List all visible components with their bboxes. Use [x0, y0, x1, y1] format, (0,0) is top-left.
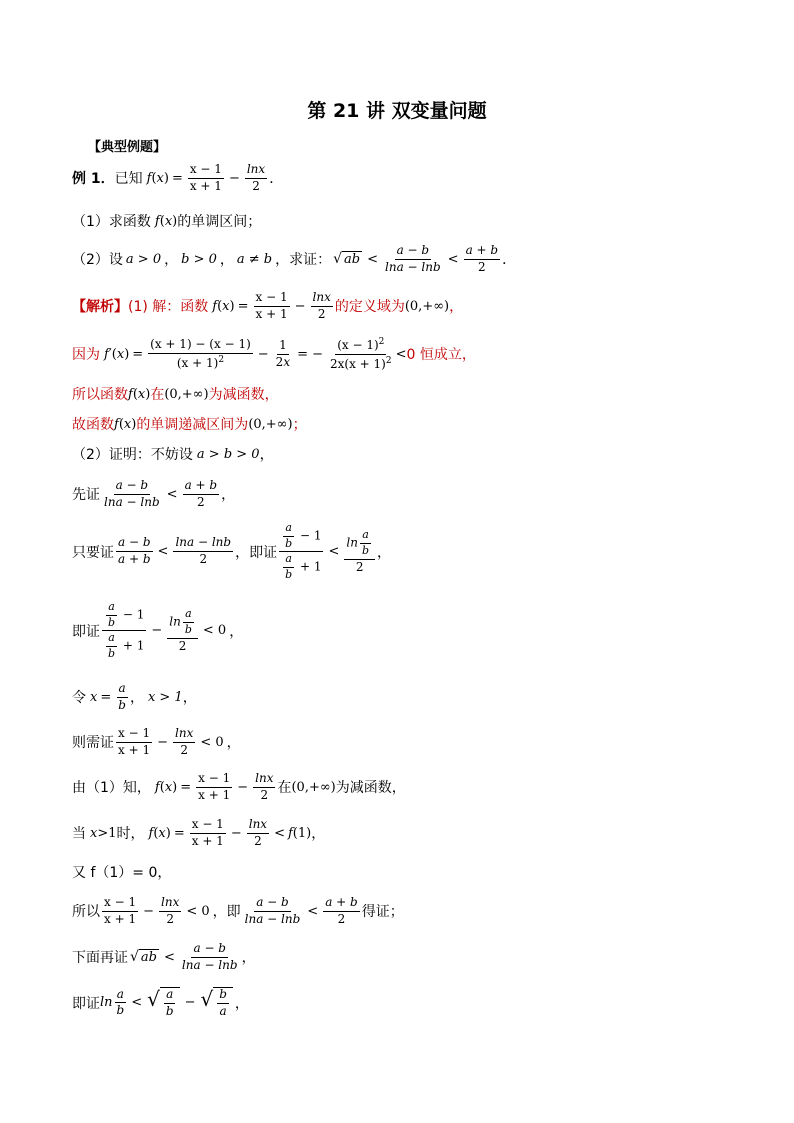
solution-line-11: 由（1）知， f ( x ) = $\frac{x - 1}{x + 1}$ − $\frac{\ln x}{2}$ 在 (0,+∞) 为减函数， [72, 771, 406, 802]
solution-line-15: 下面再证 √ ab < $\frac{a - b}{\ln a - \ln b}$ ， [72, 941, 256, 972]
solution-line-2: 因为 f ′( x ) = $\frac{(x + 1) - (x - 1)}{(x + 1)^2}$ − $\frac{1}{2x}$ = − $\frac{(x - 1)^2}{2x(x + 1)^2}$ < 0 恒成立， [72, 337, 476, 371]
solution-line-8: 即证 $\frac{a}{b}$ − 1 $\frac{a}{b}$ + 1 − ln $\frac{a}{b}$ 2 < 0 ， [72, 600, 244, 660]
solution-line-9: 令 x = $\frac{a}{b}$ ， x > 1 ， [72, 681, 197, 712]
question-2: （2）设 a > 0 ， b > 0 ， a ≠ b ，求证： √ ab < $\frac{a - b}{\ln a - \ln b}$ < $\frac{a + b}{2}$ ． [72, 243, 517, 274]
solution-line-1: 【解析】 (1) 解：函数 f ( x ) = $\frac{x - 1}{x + 1}$ − $\frac{\ln x}{2}$ 的定义域为 (0,+∞) ， [72, 290, 464, 321]
solution-line-13: 又 f（1）= 0， [72, 865, 172, 881]
section-heading: 【典型例题】 [88, 140, 167, 155]
solution-line-6: 先证 $\frac{a - b}{\ln a - \ln b}$ < $\frac{a + b}{2}$ ， [72, 478, 236, 509]
solution-line-12: 当 x >1 时， f ( x ) = $\frac{x - 1}{x + 1}$ − $\frac{\ln x}{2}$ < f (1) ， [72, 817, 326, 848]
example-statement: 例 1． 已知 f ( x ) = $\frac{x - 1}{x + 1}$ − $\frac{\ln x}{2}$ ． [72, 162, 284, 193]
solution-line-4: 故函数 f ( x ) 的单调递减区间为 (0,+∞) ； [72, 416, 307, 433]
example-label: 例 1． [72, 171, 115, 188]
page-title: 第 21 讲 双变量问题 [307, 100, 487, 122]
solution-line-7: 只要证 $\frac{a - b}{a + b}$ < $\frac{\ln a - \ln b}{2}$ ，即证 $\frac{a}{b}$ − 1 $\frac{a}{b}$ + 1 < ln $\frac{a}{b}$ 2 ， [72, 521, 391, 581]
solution-line-16: 即证 ln $\frac{a}{b}$ < √ $\frac{a}{b}$ − √ $\frac{b}{a}$ ， [72, 986, 249, 1018]
solution-line-3: 所以函数 f ( x ) 在 (0,+∞) 为减函数， [72, 386, 279, 403]
solution-line-10: 则需证 $\frac{x - 1}{x + 1}$ − $\frac{\ln x}{2}$ < 0 ， [72, 726, 241, 757]
solution-line-5: （2）证明：不妨设 a > b > 0 ， [72, 446, 274, 463]
question-1: （1）求函数 f ( x ) 的单调区间； [72, 213, 262, 230]
solution-line-14: 所以 $\frac{x - 1}{x + 1}$ − $\frac{\ln x}{2}$ < 0 ，即 $\frac{a - b}{\ln a - \ln b}$ < $\frac{a + b}{2}$ 得证； [72, 895, 404, 926]
